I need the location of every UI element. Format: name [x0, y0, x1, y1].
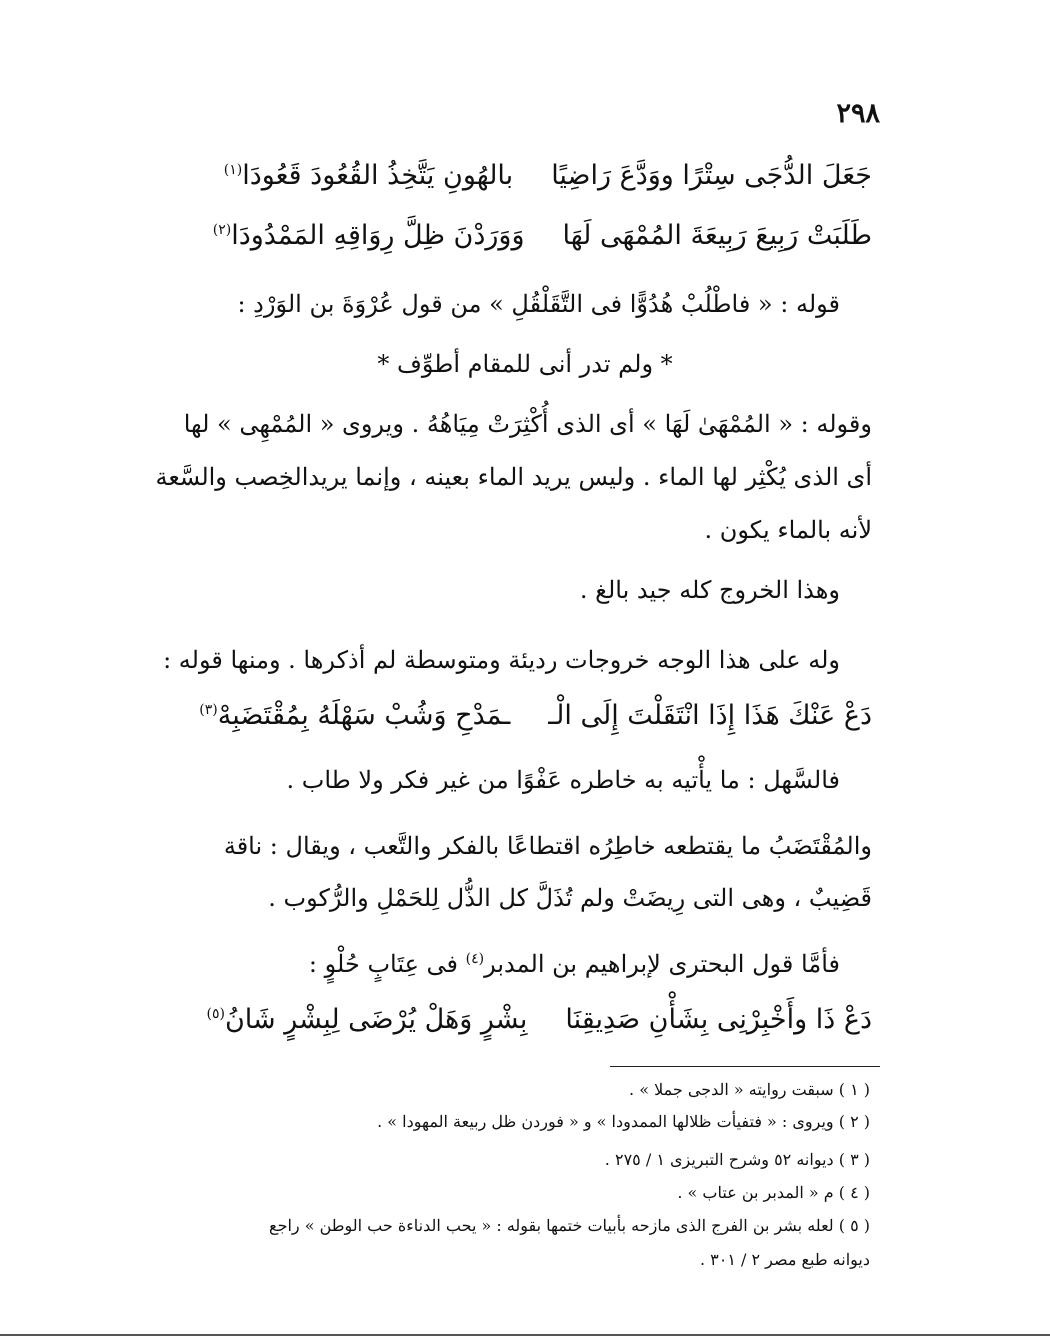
- commentary-paragraph-2-line-2: أى الذى يُكْثِر لها الماء . وليس يريد الماء بعينه ، وإنما يريدالخِصب والسَّعة: [155, 463, 872, 491]
- verse-1-hemistich-b: بالهُونِ يَتَّخِذُ القُعُودَ قَعُودَا: [242, 160, 514, 191]
- quoted-hemistich: * ولم تدر أنى للمقام أطوِّف *: [377, 350, 673, 378]
- commentary-paragraph-6-line-1: والمُقْتَضَبُ ما يقتطعه خاطِرُه اقتطاعًا بالفكر والتَّعب ، ويقال : ناقة: [223, 832, 872, 860]
- scan-bottom-edge: [0, 1334, 1050, 1336]
- commentary-paragraph-6-line-2: قَضِيبٌ ، وهى التى رِيضَتْ ولم تُذَلَّ كل الذُّل لِلحَمْلِ والرُّكوب .: [268, 884, 872, 912]
- footnote-marker-5: (٥): [206, 1006, 225, 1022]
- verse-3-hemistich-b: ـمَدْحِ وَشُبْ سَهْلَهُ بِمُقْتَضَبِهْ: [217, 700, 511, 731]
- footnote-marker-4: (٤): [465, 951, 485, 967]
- footnote-5-line-1: ( ٥ ) لعله بشر بن الفرج الذى مازحه بأبيات ختمها بقوله : « يحب الدناءة حب الوطن » راجع: [269, 1216, 870, 1235]
- commentary-paragraph-2-line-3: لأنه بالماء يكون .: [704, 516, 872, 544]
- verse-4-hemistich-a: دَعْ ذَا وأَخْبِرْنِى بِشَأْنِ صَدِيقِنَا: [565, 1004, 872, 1035]
- verse-line-4: [207, 1004, 873, 1035]
- commentary-paragraph-5: فالسَّهل : ما يأْتيه به خاطره عَفْوًا من غير فكر ولا طاب .: [286, 766, 840, 794]
- commentary-paragraph-4: وله على هذا الوجه خروجات رديئة ومتوسطة لم أذكرها . ومنها قوله :: [163, 646, 840, 674]
- verse-line-1: [224, 160, 872, 191]
- footnote-marker-3: (٣): [199, 702, 218, 718]
- footnote-4: ( ٤ ) م « المدبر بن عتاب » .: [677, 1183, 870, 1202]
- footnote-5-line-2: ديوانه طبع مصر ٢ / ٣٠١ .: [699, 1250, 870, 1269]
- page-number: ٢٩٨: [836, 98, 880, 129]
- paragraph-7-text-after: فى عِتَابٍ حُلْوٍ :: [308, 950, 466, 978]
- paragraph-7-text-before: فأمَّا قول البحترى لإبراهيم بن المدبر: [484, 950, 840, 978]
- commentary-paragraph-2-line-1: وقوله : « المُمْهَىٰ لَهَا » أى الذى أُكْثِرَتْ مِيَاهُهُ . ويروى « المُمْهِى » لها: [183, 410, 872, 438]
- verse-line-3: [199, 700, 872, 731]
- commentary-paragraph-7: [309, 950, 840, 978]
- footnote-1: ( ١ ) سبقت روايته « الدجى جملا » .: [629, 1080, 870, 1099]
- verse-2-hemistich-a: طَلَبَتْ رَبِيعَ رَبِيعَةَ المُمْهَى لَهَا: [562, 220, 872, 251]
- footnote-marker-1: (١): [223, 162, 243, 178]
- footnote-separator: [610, 1066, 880, 1067]
- verse-2-hemistich-b: وَوَرَدْنَ ظِلَّ رِوَاقِهِ المَمْدُودَا: [231, 220, 525, 251]
- verse-1-hemistich-a: جَعَلَ الدُّجَى سِتْرًا ووَدَّعَ رَاضِيًا: [551, 160, 872, 191]
- commentary-paragraph-3: وهذا الخروج كله جيد بالغ .: [579, 576, 840, 604]
- commentary-paragraph-1: قوله : « فاطْلُبْ هُدُوًّا فى التَّقَلْقُلِ » من قول عُرْوَةَ بن الوَرْدِ :: [237, 290, 840, 318]
- footnote-2: ( ٢ ) ويروى : « فتفيأت ظلالها الممدودا » و « فوردن ظل ربيعة المهودا » .: [377, 1112, 870, 1131]
- verse-4-hemistich-b: بِشْرٍ وَهَلْ يُرْضَى لِبِشْرٍ شَانُ: [224, 1004, 528, 1035]
- verse-line-2: [213, 220, 872, 251]
- verse-3-hemistich-a: دَعْ عَنْكَ هَذَا إِذَا انْتَقَلْتَ إِلَى الْـ: [548, 700, 872, 731]
- footnote-3: ( ٣ ) ديوانه ٥٢ وشرح التبريزى ١ / ٢٧٥ .: [604, 1150, 870, 1169]
- footnote-marker-2: (٢): [212, 222, 232, 238]
